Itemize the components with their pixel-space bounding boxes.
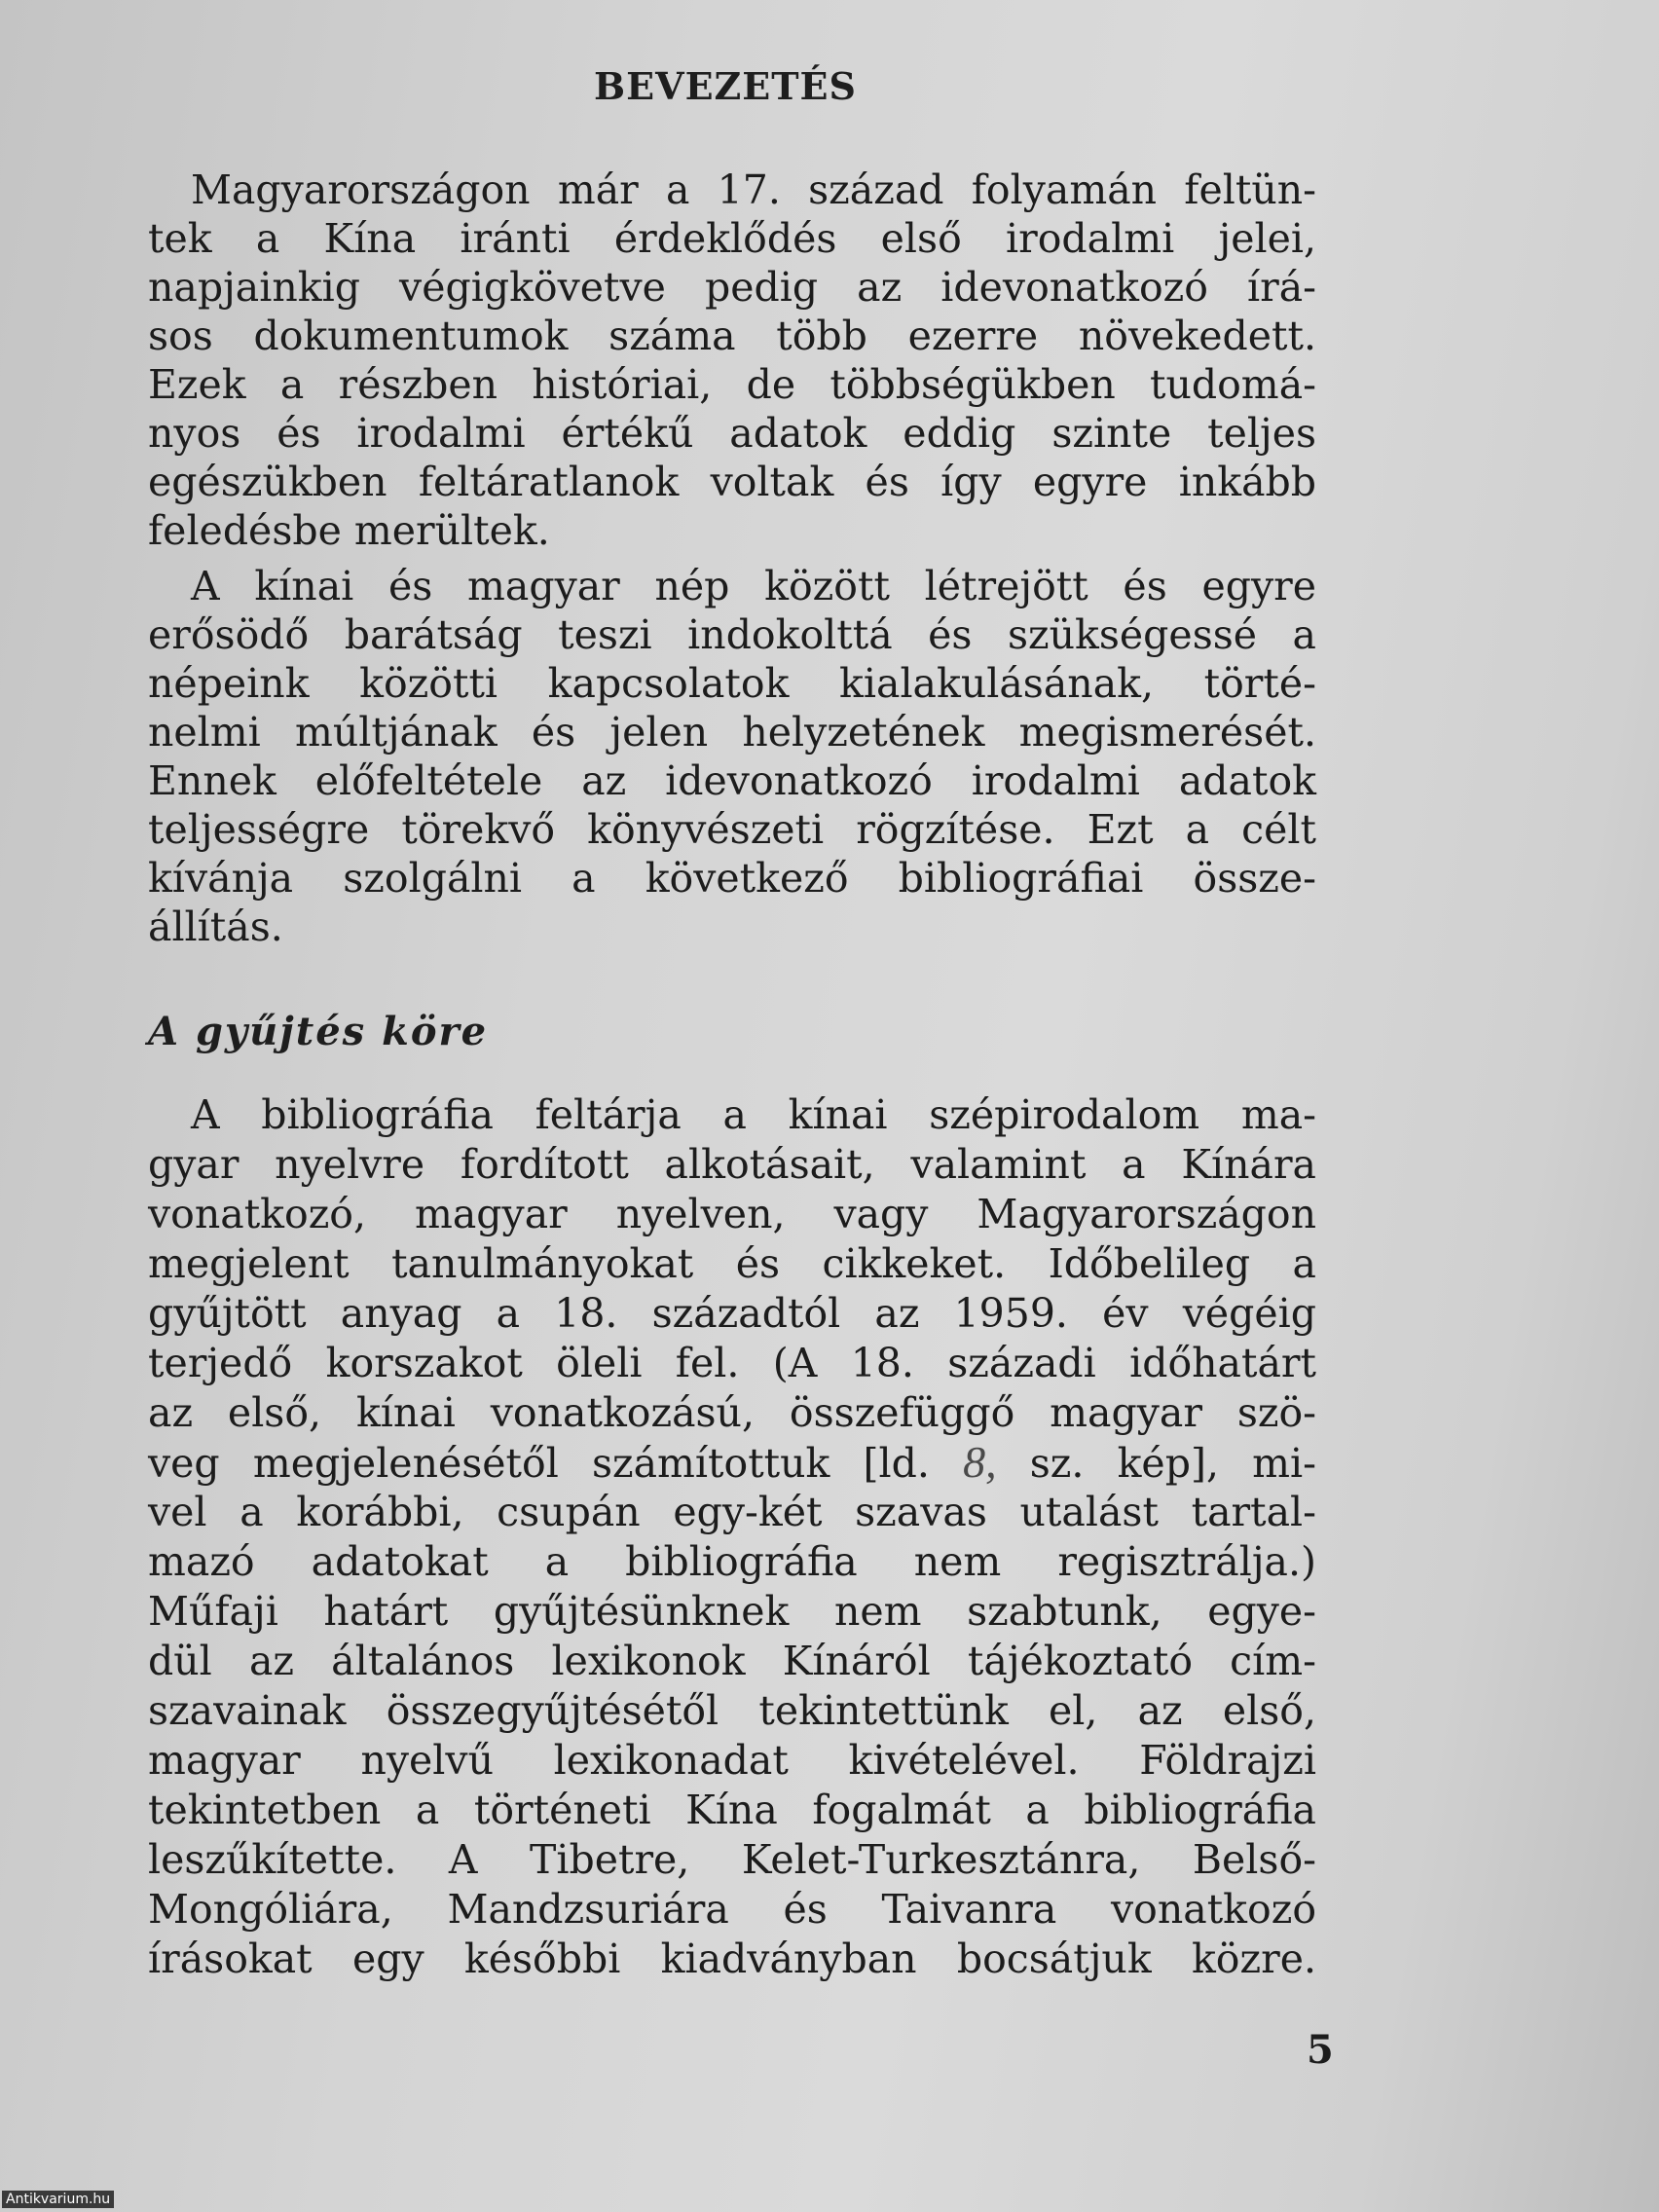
text-line: népeink közötti kapcsolatok kialakulásának, törté- — [148, 660, 1316, 707]
text-line: magyar nyelvű lexikonadat kivételével. Földrajzi — [148, 1737, 1316, 1784]
text-line: gyűjtött anyag a 18. századtól az 1959. év végéig — [148, 1290, 1316, 1337]
text-line: az első, kínai vonatkozású, összefüggő magyar szö- — [148, 1389, 1316, 1436]
section-heading: A gyűjtés köre — [148, 1009, 489, 1054]
text-line: leszűkítette. A Tibetre, Kelet-Turkesztánra, Belső- — [148, 1836, 1316, 1883]
handwritten-note: 8, — [963, 1437, 997, 1487]
text-line: A bibliográfia feltárja a kínai szépirodalom ma- — [191, 1091, 1316, 1138]
text-line: erősödő barátság teszi indokolttá és szükségessé a — [148, 611, 1316, 658]
text-line: vel a korábbi, csupán egy-két szavas utalást tartal- — [148, 1489, 1316, 1535]
text-line-with-handwritten-note — [148, 1438, 1316, 1487]
page-title: BEVEZETÉS — [594, 64, 857, 108]
text-line: napjainkig végigkövetve pedig az idevonatkozó írá- — [148, 264, 1316, 311]
text-line: Mongóliára, Mandzsuriára és Taivanra vonatkozó — [148, 1886, 1316, 1933]
text-line: terjedő korszakot öleli fel. (A 18. századi időhatárt — [148, 1340, 1316, 1386]
text-line: dül az általános lexikonok Kínáról tájékoztató cím- — [148, 1638, 1316, 1684]
text-line: tek a Kína iránti érdeklődés első irodalmi jelei, — [148, 215, 1316, 262]
text-line: Ennek előfeltétele az idevonatkozó irodalmi adatok — [148, 757, 1316, 804]
text-line: feledésbe merültek. — [148, 507, 550, 554]
text-segment: sz. kép], mi- — [1029, 1440, 1316, 1487]
text-line: mazó adatokat a bibliográfia nem regisztrálja.) — [148, 1538, 1316, 1585]
text-line: tekintetben a történeti Kína fogalmát a bibliográfia — [148, 1787, 1316, 1833]
watermark: Antikvarium.hu — [2, 2191, 114, 2208]
text-line: teljességre törekvő könyvészeti rögzítése. Ezt a célt — [148, 806, 1316, 853]
text-line: írásokat egy későbbi kiadványban bocsátjuk közre. — [148, 1936, 1316, 1982]
text-line: Műfaji határt gyűjtésünknek nem szabtunk, egye- — [148, 1588, 1316, 1635]
text-line: nyos és irodalmi értékű adatok eddig szinte teljes — [148, 410, 1316, 457]
text-line: szavainak összegyűjtésétől tekintettünk el, az első, — [148, 1687, 1316, 1734]
text-line: állítás. — [148, 903, 283, 950]
text-line: gyar nyelvre fordított alkotásait, valamint a Kínára — [148, 1141, 1316, 1188]
text-line: vonatkozó, magyar nyelven, vagy Magyarországon — [148, 1191, 1316, 1237]
text-line: Magyarországon már a 17. század folyamán feltün- — [191, 166, 1316, 213]
text-segment: veg megjelenésétől számítottuk [ld. — [148, 1440, 930, 1487]
page-number: 5 — [1307, 2027, 1334, 2073]
text-line: Ezek a részben históriai, de többségükben tudomá- — [148, 361, 1316, 408]
text-line: sos dokumentumok száma több ezerre növekedett. — [148, 313, 1316, 359]
text-line: megjelent tanulmányokat és cikkeket. Időbelileg a — [148, 1240, 1316, 1287]
text-line: egészükben feltáratlanok voltak és így egyre inkább — [148, 459, 1316, 505]
text-line: kívánja szolgálni a következő bibliográfiai össze- — [148, 855, 1316, 902]
text-line: A kínai és magyar nép között létrejött és egyre — [191, 563, 1316, 609]
text-line: nelmi múltjának és jelen helyzetének megismerését. — [148, 709, 1316, 756]
